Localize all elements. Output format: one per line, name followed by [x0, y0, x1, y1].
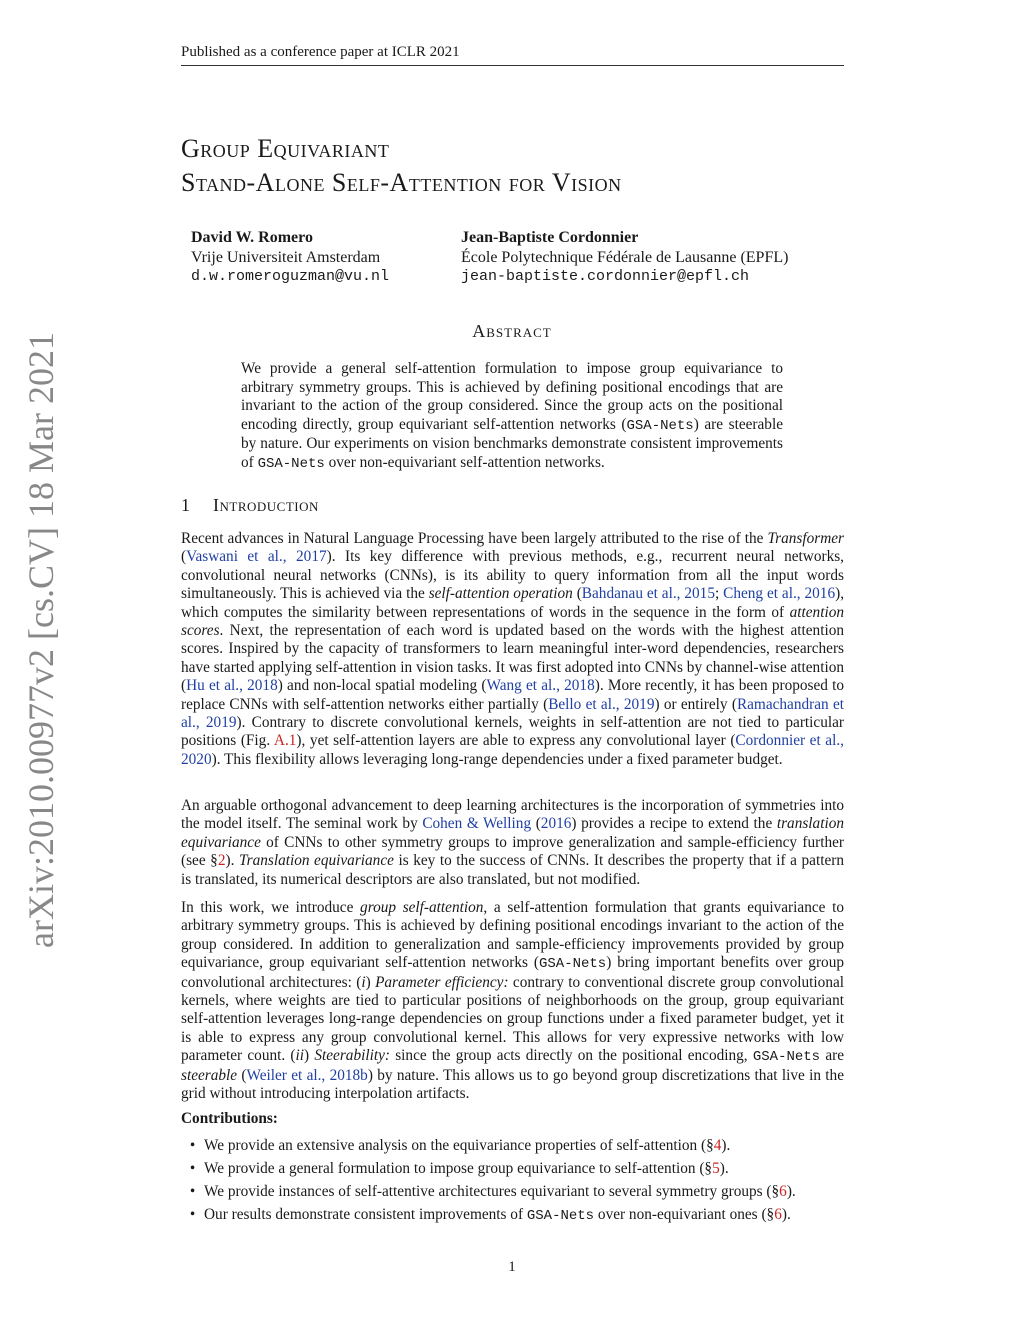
- text: ), which computes the similarity between representations of words in the sequence in the form of: [181, 585, 845, 621]
- contributions-list: [181, 1137, 861, 1229]
- citation-link[interactable]: Vaswani et al., 2017: [186, 548, 327, 566]
- text: ). This flexibility allows leveraging long-range dependencies under a fixed parameter budget.: [211, 750, 783, 768]
- bullet-text: [204, 1137, 730, 1160]
- intro-paragraph-2: [181, 797, 844, 889]
- code-term: GSA-Nets: [752, 1049, 821, 1066]
- intro-paragraph-1: [181, 530, 844, 769]
- text: ).: [786, 1183, 796, 1200]
- emph: self-attention operation: [428, 585, 573, 603]
- citation-link[interactable]: Cordonnier et al., 2020: [181, 732, 844, 768]
- author-1: [191, 228, 389, 287]
- bullet-text: [204, 1183, 796, 1206]
- citation-link[interactable]: Cohen & Welling: [422, 815, 532, 833]
- text: (: [572, 585, 582, 603]
- code-term: GSA-Nets: [257, 455, 325, 472]
- intro-paragraph-3: [181, 899, 844, 1103]
- code-term: GSA-Nets: [626, 417, 694, 434]
- text: ) provides a recipe to extend the: [571, 815, 777, 833]
- page-number: 1: [508, 1259, 516, 1275]
- section-title: Introduction: [213, 495, 319, 515]
- text: of CNNs to other symmetry groups to improve generalization and sample-efficiency further (see §: [181, 833, 844, 870]
- emph: Translation equivariance: [238, 852, 394, 870]
- section-ref-link[interactable]: 4: [713, 1137, 722, 1154]
- text: (: [531, 815, 541, 833]
- section-ref-link[interactable]: 5: [712, 1160, 720, 1177]
- text: (: [181, 548, 187, 566]
- author-email[interactable]: d.w.romeroguzman@vu.nl: [191, 268, 390, 285]
- code-term: GSA-Nets: [538, 956, 607, 973]
- bullet-icon: •: [189, 1183, 196, 1200]
- text: ) by nature. This allows us to go beyond group discretizations that live in the grid without introducing interpolation artifacts.: [181, 1066, 844, 1103]
- section-ref-link[interactable]: 6: [774, 1206, 782, 1223]
- emph: group self-attention: [360, 899, 484, 916]
- bullet-text: [204, 1160, 729, 1183]
- author-affiliation: École Polytechnique Fédérale de Lausanne (EPFL): [461, 248, 789, 266]
- section-number: 1: [181, 495, 191, 515]
- author-2: [461, 228, 788, 287]
- text: We provide a general formulation to impose group equivariance to self-attention (§: [204, 1160, 713, 1177]
- abstract-heading: Abstract: [472, 321, 552, 341]
- text: ).: [781, 1206, 791, 1223]
- text: ). Contrary to discrete convolutional kernels, weights in self-attention are not tied to particular positions (Fig.: [181, 714, 844, 750]
- figure-ref-link[interactable]: A.1: [273, 732, 297, 750]
- header-rule: [181, 65, 844, 66]
- text: In this work, we introduce: [181, 899, 361, 916]
- code-term: GSA-Nets: [526, 1208, 595, 1224]
- emph: Parameter efficiency:: [375, 973, 509, 991]
- text: since the group acts directly on the positional encoding,: [389, 1047, 753, 1065]
- citation-link[interactable]: Bahdanau et al., 2015: [581, 585, 715, 603]
- list-item: [181, 1206, 861, 1229]
- text: are: [820, 1047, 844, 1065]
- running-header: Published as a conference paper at ICLR 2021: [181, 44, 460, 60]
- text: ;: [714, 585, 724, 603]
- arxiv-stamp-text: arXiv:2010.00977v2 [cs.CV] 18 Mar 2021: [21, 332, 61, 948]
- text: Our results demonstrate consistent improvements of: [204, 1206, 527, 1223]
- text: . Next, the representation of each word is updated based on the words with the highest attention scores. Inspired by the capacity of transformers to learn meaningful inter-word dependencies, researchers have started applying self-attention in vision tasks. It was first adopted into CNNs by channel-wise attention (: [181, 622, 844, 695]
- text: ). More recently, it has been proposed to replace CNNs with self-attention networks either partially (: [181, 677, 845, 713]
- text: contrary to conventional discrete group convolutional kernels, where weights are tied to particular positions of neighborhoods on the group, group equivariant self-attention leverages long-range dependencies on group functions under a fixed parameter budget, yet it is able to express any group convolutional kernel. This allows for very expressive networks with low parameter count. (: [181, 973, 845, 1065]
- text: We provide instances of self-attentive architectures equivariant to several symmetry groups (§: [204, 1183, 780, 1200]
- author-name: Jean-Baptiste Cordonnier: [461, 229, 639, 246]
- text: We provide a general self-attention formulation to impose group equivariance to arbitrary symmetry groups. This is achieved by defining positional encodings that are invariant to the action of the group considered. Since the group acts on the positional encoding directly, group equivariant self-attention networks (: [241, 360, 783, 433]
- section-heading: [181, 495, 319, 516]
- text: ). Its key difference with previous methods, e.g., recurrent neural networks, convolutional neural networks (CNNs), is its ability to query information from all the input words simultaneously. This is achieved via the: [181, 548, 844, 603]
- author-email[interactable]: jean-baptiste.cordonnier@epfl.ch: [461, 268, 750, 285]
- text: over non-equivariant self-attention networks.: [324, 453, 605, 471]
- citation-link[interactable]: Weiler et al., 2018b: [246, 1066, 368, 1084]
- list-item: [181, 1137, 861, 1160]
- text: ): [365, 973, 376, 991]
- title-line-2: Stand-Alone Self-Attention for Vision: [181, 168, 622, 197]
- text: is key to the success of CNNs. It describes the property that if a pattern is translated, its numerical descriptors are also translated, but not modified.: [181, 852, 844, 888]
- text: We provide an extensive analysis on the equivariance properties of self-attention (§: [204, 1137, 714, 1154]
- bullet-icon: •: [189, 1206, 196, 1223]
- text: ) bring important benefits over group convolutional architectures: (: [181, 954, 844, 991]
- bullet-text: [204, 1206, 791, 1229]
- section-ref-link[interactable]: 2: [217, 852, 226, 870]
- citation-link[interactable]: Cheng et al., 2016: [723, 585, 836, 603]
- emph: translation equivariance: [181, 815, 844, 851]
- text: ), yet self-attention layers are able to express any convolutional layer (: [296, 732, 736, 750]
- text: ).: [721, 1137, 731, 1154]
- text: ) and non-local spatial modeling (: [277, 677, 487, 695]
- citation-link[interactable]: Ramachandran et al., 2019: [181, 695, 844, 732]
- text: An arguable orthogonal advancement to deep learning architectures is the incorporation of symmetries into the model itself. The seminal work by: [181, 797, 844, 833]
- citation-link[interactable]: 2016: [540, 815, 572, 833]
- emph: ii: [295, 1047, 305, 1065]
- emph: steerable: [181, 1066, 238, 1084]
- text: ).: [225, 852, 239, 870]
- citation-link[interactable]: Bello et al., 2019: [548, 695, 655, 713]
- text: Recent advances in Natural Language Processing have been largely attributed to the rise of the: [181, 530, 768, 547]
- contributions-heading: Contributions:: [181, 1110, 278, 1127]
- text: ) or entirely (: [654, 695, 737, 713]
- section-ref-link[interactable]: 6: [779, 1183, 787, 1200]
- list-item: [181, 1183, 861, 1206]
- emph: Steerability:: [314, 1047, 390, 1065]
- bullet-icon: •: [189, 1160, 196, 1177]
- citation-link[interactable]: Hu et al., 2018: [186, 677, 278, 695]
- list-item: [181, 1160, 861, 1183]
- text: ) are steerable by nature. Our experiments on vision benchmarks demonstrate consistent improvements of: [241, 415, 783, 471]
- text: ).: [719, 1160, 729, 1177]
- text: over non-equivariant ones (§: [594, 1206, 775, 1223]
- bullet-icon: •: [189, 1137, 196, 1154]
- title-line-1: Group Equivariant: [181, 134, 390, 163]
- author-affiliation: Vrije Universiteit Amsterdam: [191, 248, 381, 266]
- text: ): [304, 1047, 315, 1065]
- paper-title: [181, 132, 622, 200]
- text: (: [237, 1066, 247, 1084]
- citation-link[interactable]: Wang et al., 2018: [486, 677, 595, 695]
- emph: i: [361, 973, 366, 991]
- emph: Transformer: [767, 530, 844, 547]
- author-name: David W. Romero: [191, 229, 313, 246]
- text: , a self-attention formulation that grants equivariance to arbitrary symmetry groups. This is achieved by defining positional encodings invariant to the action of the group considered. In addition to generalization and sample-efficiency improvements provided by group equivariance, group equivariant self-attention networks (: [181, 899, 844, 972]
- abstract-body: [241, 360, 783, 474]
- emph: attention scores: [181, 603, 844, 640]
